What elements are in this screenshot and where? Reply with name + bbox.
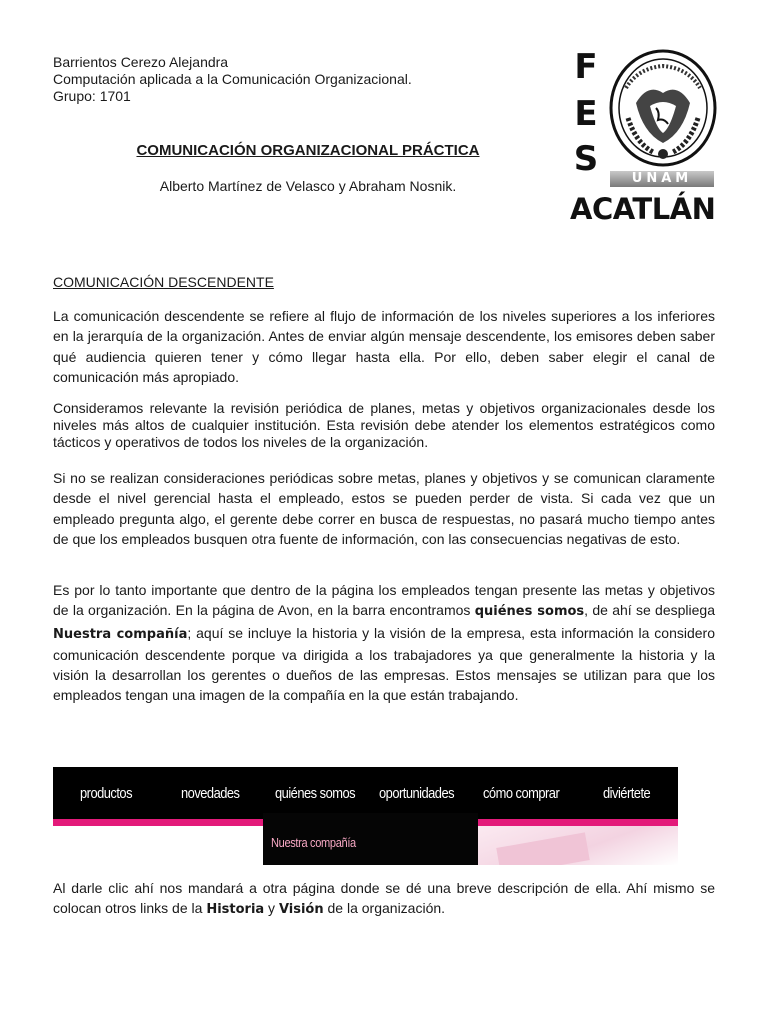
- paragraph-3: Si no se realizan consideraciones periódicas sobre metas, planes y objetivos y se comunican claramente desde el nivel gerencial hasta el empleado, estos se pueden perder de vista. Si cada vez que un empleado pregunta algo, el gerente debe correr en busca de respuestas, no pasará mucho tiempo antes de que los empleados busquen otra fuente de información, con las consecuencias negativas de esto.: [53, 470, 715, 547]
- paragraph-4-bold-nuestra-compania: Nuestra compañía: [53, 626, 188, 642]
- unam-seal-icon: [608, 48, 718, 170]
- paragraph-4-bold-quienes-somos: quiénes somos: [474, 604, 585, 620]
- paragraph-5-text-2: y: [264, 900, 279, 917]
- nav-item-diviertete[interactable]: diviértete: [603, 785, 651, 802]
- paragraph-5-text-3: de la organización.: [323, 900, 446, 917]
- paragraph-2: Consideramos relevante la revisión periódica de planes, metas y objetivos organizacionales desde los niveles más altos de cualquier institución. Esta revisión debe atender los elementos estratégicos como tácticos y operativos de todos los niveles de la organización.: [53, 400, 715, 450]
- section-heading: COMUNICACIÓN DESCENDENTE: [53, 274, 274, 290]
- nav-item-productos[interactable]: productos: [80, 785, 133, 802]
- paragraph-4-text-2: , de ahí se despliega: [584, 602, 715, 619]
- paragraph-5: [53, 878, 715, 921]
- paragraph-5-bold-vision: Visión: [278, 902, 324, 918]
- preview-decoration: [496, 832, 589, 865]
- avon-nav-screenshot: [53, 767, 678, 865]
- group-number: Grupo: 1701: [53, 88, 131, 104]
- logo-letter-e: E: [574, 94, 598, 134]
- document-title: COMUNICACIÓN ORGANIZACIONAL PRÁCTICA: [136, 142, 480, 159]
- paragraph-4-text-1: Es por lo tanto importante que dentro de la página los empleados tengan presente las metas y objetivos de la organización. En la página de Avon, en la barra encontramos: [53, 582, 715, 619]
- nav-item-como-comprar[interactable]: cómo comprar: [483, 785, 560, 802]
- paragraph-1: La comunicación descendente se refiere al flujo de información de los niveles superiores a los inferiores en la jerarquía de la organización. Antes de enviar algún mensaje descendente, los emisores deben saber qué audiencia quieren tener y cómo llegar hasta ella. Por ello, deben saber elegir el canal de comunicación más apropiado.: [53, 308, 715, 385]
- paragraph-4: [53, 580, 715, 706]
- fes-acatlan-logo: [570, 48, 720, 226]
- document-header: [53, 54, 533, 105]
- logo-letter-f: F: [574, 47, 598, 87]
- nav-page-content-preview: [478, 826, 678, 865]
- dropdown-item-nuestra-compania[interactable]: Nuestra compañía: [271, 835, 356, 850]
- nav-item-oportunidades[interactable]: oportunidades: [379, 785, 455, 802]
- course-name: Computación aplicada a la Comunicación Organizacional.: [53, 71, 412, 87]
- avon-nav-bar: [53, 767, 678, 819]
- paragraph-4-text-3: ; aquí se incluye la historia y la visión de la empresa, esta información la considero comunicación descendente porque va dirigida a los trabajadores ya que generalmente la historia y la visión la desarrollan los gerentes o dueños de las empresas. Estos mensajes se utilizan para que los empleados tengan una imagen de la compañía en la que están trabajando.: [53, 624, 716, 704]
- logo-unam-band: UNAM: [610, 171, 714, 187]
- paragraph-5-bold-historia: Historia: [206, 902, 265, 918]
- nav-item-quienes-somos[interactable]: quiénes somos: [275, 785, 356, 802]
- logo-letter-s: S: [573, 139, 599, 179]
- document-authors: Alberto Martínez de Velasco y Abraham Nosnik.: [159, 178, 457, 194]
- paragraph-5-text-1: Al darle clic ahí nos mandará a otra página donde se dé una breve descripción de ella. Ahí mismo se colocan otros links de la: [53, 880, 715, 917]
- nav-item-novedades[interactable]: novedades: [181, 785, 240, 802]
- nav-dropdown-menu: [263, 813, 478, 865]
- student-name: Barrientos Cerezo Alejandra: [53, 54, 229, 70]
- logo-acatlan: ACATLÁN: [570, 192, 716, 226]
